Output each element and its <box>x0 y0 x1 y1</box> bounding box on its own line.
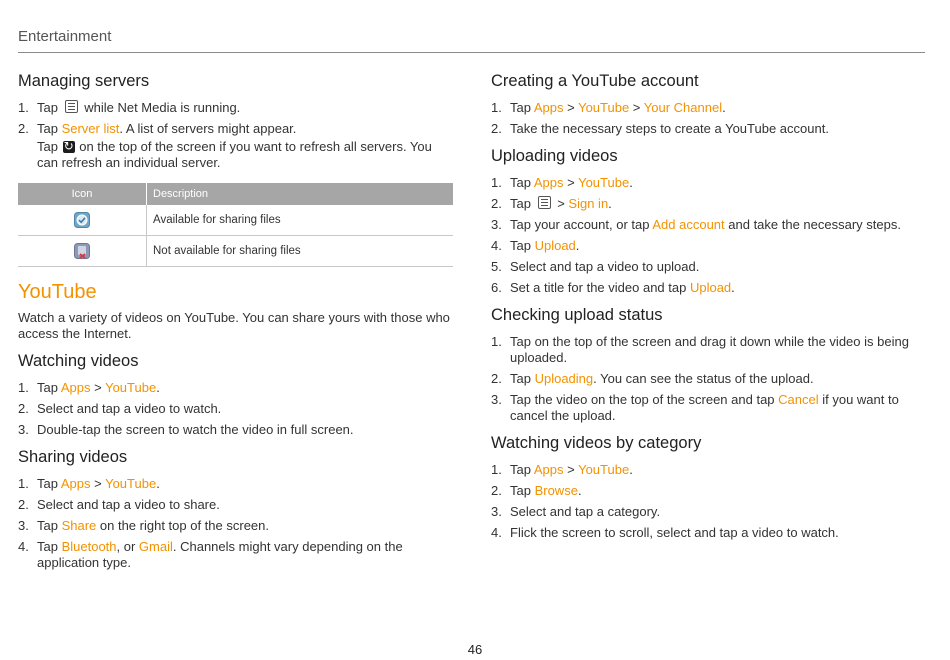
sharing-videos-steps <box>18 476 453 571</box>
checking-upload-heading: Checking upload status <box>491 306 663 324</box>
page-number: 46 <box>467 642 483 657</box>
list-item: 1. Tap Apps > YouTube. <box>18 476 160 491</box>
menu-icon <box>65 100 78 113</box>
your-channel-link[interactable]: Your Channel <box>643 100 723 115</box>
managing-servers-steps <box>18 100 453 171</box>
youtube-link[interactable]: YouTube <box>105 380 157 395</box>
list-item: 2. Take the necessary steps to create a YouTube account. <box>491 121 829 136</box>
apps-link[interactable]: Apps <box>60 380 91 395</box>
apps-link[interactable]: Apps <box>533 462 564 477</box>
list-item: 1. Tap on the top of the screen and drag it down while the video is being uploaded. <box>491 334 909 365</box>
list-item: 1. Tap Apps > YouTube. <box>491 175 633 190</box>
refresh-icon <box>63 141 75 153</box>
row-description: Not available for sharing files <box>147 236 454 267</box>
upload-link[interactable]: Upload <box>534 238 576 253</box>
list-item: 3. Select and tap a category. <box>491 504 661 519</box>
list-item: 4. Tap Upload. <box>491 238 580 253</box>
list-item: 3. Tap Share on the right top of the screen. <box>18 518 270 533</box>
youtube-link[interactable]: YouTube <box>105 476 157 491</box>
list-item: 4. Tap Bluetooth, or Gmail. Channels might vary depending on the application type. <box>18 539 403 570</box>
list-item: 3. Tap your account, or tap Add account and take the necessary steps. <box>491 217 901 232</box>
creating-account-steps <box>491 100 926 137</box>
youtube-intro: Watch a variety of videos on YouTube. You can share yours with those who access the Internet. <box>18 310 450 341</box>
gmail-link[interactable]: Gmail <box>138 539 173 554</box>
bluetooth-link[interactable]: Bluetooth <box>61 539 117 554</box>
table-header-description: Description <box>147 183 454 205</box>
apps-link[interactable]: Apps <box>533 100 564 115</box>
right-column <box>491 62 926 546</box>
section-title: Entertainment <box>18 28 112 45</box>
server-list-link[interactable]: Server list <box>61 121 120 136</box>
cancel-link[interactable]: Cancel <box>778 392 819 407</box>
left-column <box>18 62 453 576</box>
table-row <box>18 236 453 267</box>
not-available-sharing-icon <box>74 243 90 259</box>
youtube-link[interactable]: YouTube <box>578 175 630 190</box>
category-steps <box>491 462 926 541</box>
table-header-icon: Icon <box>18 183 147 205</box>
list-item: 5. Select and tap a video to upload. <box>491 259 700 274</box>
browse-link[interactable]: Browse <box>534 483 578 498</box>
list-item: 1. Tap Apps > YouTube. <box>491 462 633 477</box>
table-row <box>18 205 453 236</box>
list-item: 2. Tap Server list. A list of servers might appear. Tap ↻ on the top of the screen if you want to refresh all servers. You can refresh an individual server. <box>18 121 453 171</box>
sign-in-link[interactable]: Sign in <box>568 196 609 211</box>
youtube-link[interactable]: YouTube <box>578 462 630 477</box>
youtube-link[interactable]: YouTube <box>578 100 630 115</box>
watching-videos-steps <box>18 380 453 438</box>
uploading-videos-steps <box>491 175 926 296</box>
menu-icon <box>538 196 551 209</box>
available-sharing-icon <box>74 212 90 228</box>
list-item: 2. Select and tap a video to share. <box>18 497 220 512</box>
watching-videos-heading: Watching videos <box>18 352 139 370</box>
list-item: 2. Tap Uploading. You can see the status of the upload. <box>491 371 814 386</box>
uploading-link[interactable]: Uploading <box>534 371 594 386</box>
upload-link[interactable]: Upload <box>689 280 732 295</box>
apps-link[interactable]: Apps <box>533 175 564 190</box>
managing-servers-heading: Managing servers <box>18 72 150 90</box>
list-item: 3. Double-tap the screen to watch the video in full screen. <box>18 422 354 437</box>
list-item: 1. Tap Apps > YouTube. <box>18 380 160 395</box>
apps-link[interactable]: Apps <box>60 476 91 491</box>
list-item: 6. Set a title for the video and tap Upload. <box>491 280 735 295</box>
youtube-heading: YouTube <box>18 281 97 303</box>
page-header <box>18 28 925 53</box>
share-link[interactable]: Share <box>61 518 97 533</box>
checking-upload-steps <box>491 334 926 424</box>
creating-account-heading: Creating a YouTube account <box>491 72 699 90</box>
uploading-videos-heading: Uploading videos <box>491 147 618 165</box>
sharing-videos-heading: Sharing videos <box>18 448 128 466</box>
list-item: 1. Tap while Net Media is running. <box>18 100 241 115</box>
category-heading: Watching videos by category <box>491 434 702 452</box>
server-icon-table <box>18 183 453 267</box>
list-item: 2. Tap > Sign in. <box>491 196 612 211</box>
list-item: 2. Tap Browse. <box>491 483 582 498</box>
add-account-link[interactable]: Add account <box>652 217 725 232</box>
list-item: 4. Flick the screen to scroll, select and tap a video to watch. <box>491 525 839 540</box>
row-description: Available for sharing files <box>147 205 454 236</box>
refresh-note: Tap ↻ on the top of the screen if you want to refresh all servers. You can refresh an individual server. <box>37 139 453 171</box>
list-item: 2. Select and tap a video to watch. <box>18 401 222 416</box>
list-item: 3. Tap the video on the top of the screen and tap Cancel if you want to cancel the upload. <box>491 392 899 423</box>
list-item: 1. Tap Apps > YouTube > Your Channel. <box>491 100 726 115</box>
